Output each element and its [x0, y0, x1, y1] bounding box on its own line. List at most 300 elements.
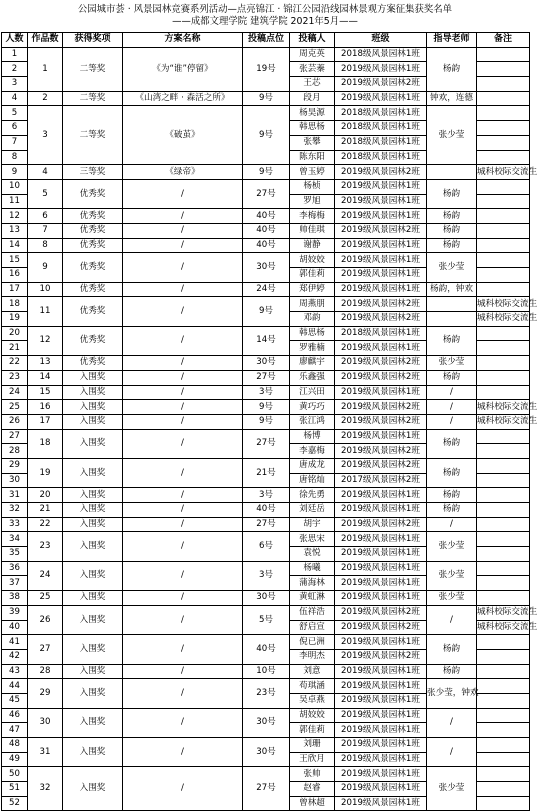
- row-scheme-name: /: [123, 370, 243, 385]
- row-count: 16: [2, 268, 28, 283]
- header-work-count: 作品数: [28, 33, 63, 48]
- row-class: 2019级风景园林2班: [335, 297, 427, 312]
- row-class: 2018级风景园林1班: [335, 326, 427, 341]
- row-author: 伍祥浩: [290, 605, 335, 620]
- row-award: 优秀奖: [63, 253, 123, 282]
- row-count: 17: [2, 282, 28, 297]
- row-remarks: [477, 488, 530, 503]
- row-advisor: 张少莹: [427, 253, 477, 282]
- row-remarks: [477, 356, 530, 371]
- row-work-count: 25: [28, 591, 63, 606]
- row-work-count: 2: [28, 91, 63, 106]
- row-advisor: 杨韵: [427, 664, 477, 679]
- header-class: 班级: [335, 33, 427, 48]
- row-author: 曾玉婷: [290, 165, 335, 180]
- row-work-count: 17: [28, 414, 63, 429]
- header-award: 获得奖项: [63, 33, 123, 48]
- row-award: 优秀奖: [63, 238, 123, 253]
- row-award: 优秀奖: [63, 209, 123, 224]
- row-site: 40号: [243, 209, 290, 224]
- row-scheme-name: /: [123, 503, 243, 518]
- table-header-row: [2, 33, 530, 48]
- row-advisor: 杨韵: [427, 635, 477, 664]
- row-scheme-name: /: [123, 400, 243, 415]
- table-row: [2, 282, 530, 297]
- row-award: 入围奖: [63, 414, 123, 429]
- row-award: 入围奖: [63, 605, 123, 634]
- row-award: 入围奖: [63, 738, 123, 767]
- row-author: 谢静: [290, 238, 335, 253]
- row-class: 2019级风景园林1班: [335, 782, 427, 797]
- row-remarks: [477, 91, 530, 106]
- row-class: 2019级风景园林2班: [335, 414, 427, 429]
- row-class: 2019级风景园林1班: [335, 679, 427, 694]
- row-class: 2018级风景园林1班: [335, 106, 427, 121]
- row-scheme-name: 《山湾之畔 · 森活之所》: [123, 91, 243, 106]
- row-scheme-name: /: [123, 297, 243, 326]
- table-row: [2, 458, 530, 473]
- row-class: 2019级风景园林2班: [335, 517, 427, 532]
- table-row: [2, 561, 530, 576]
- row-scheme-name: /: [123, 282, 243, 297]
- row-work-count: 27: [28, 635, 63, 664]
- row-award: 优秀奖: [63, 326, 123, 355]
- table-row: [2, 400, 530, 415]
- row-remarks: [477, 429, 530, 444]
- row-count: 33: [2, 517, 28, 532]
- row-author: 胡姣姣: [290, 708, 335, 723]
- row-count: 6: [2, 121, 28, 136]
- row-award: 入围奖: [63, 635, 123, 664]
- row-award: 入围奖: [63, 429, 123, 458]
- row-author: 郑伊婷: [290, 282, 335, 297]
- table-row: [2, 767, 530, 782]
- row-remarks: 城科校际交流生: [477, 312, 530, 327]
- row-scheme-name: /: [123, 767, 243, 811]
- row-count: 39: [2, 605, 28, 620]
- row-advisor: 杨韵: [427, 179, 477, 208]
- row-award: 二等奖: [63, 106, 123, 165]
- row-work-count: 18: [28, 429, 63, 458]
- table-row: [2, 532, 530, 547]
- row-work-count: 4: [28, 165, 63, 180]
- table-row: [2, 179, 530, 194]
- row-remarks: 城科校际交流生: [477, 165, 530, 180]
- row-remarks: [477, 649, 530, 664]
- table-row: [2, 326, 530, 341]
- row-scheme-name: /: [123, 635, 243, 664]
- table-row: [2, 385, 530, 400]
- row-advisor: 杨韵: [427, 223, 477, 238]
- row-work-count: 24: [28, 561, 63, 590]
- row-count: 32: [2, 503, 28, 518]
- row-advisor: 张少莹: [427, 532, 477, 561]
- row-scheme-name: /: [123, 253, 243, 282]
- row-class: 2019级风景园林1班: [335, 664, 427, 679]
- row-count: 4: [2, 91, 28, 106]
- row-class: 2019级风景园林2班: [335, 605, 427, 620]
- row-site: 30号: [243, 356, 290, 371]
- row-site: 14号: [243, 326, 290, 355]
- row-count: 5: [2, 106, 28, 121]
- row-advisor: [427, 297, 477, 312]
- row-scheme-name: /: [123, 738, 243, 767]
- row-work-count: 12: [28, 326, 63, 355]
- row-scheme-name: 《破茧》: [123, 106, 243, 165]
- row-remarks: [477, 238, 530, 253]
- row-advisor: 张少莹，钟欢: [427, 679, 477, 708]
- row-remarks: [477, 782, 530, 797]
- row-scheme-name: /: [123, 429, 243, 458]
- row-advisor: 张少莹: [427, 561, 477, 590]
- row-site: 9号: [243, 91, 290, 106]
- row-count: 14: [2, 238, 28, 253]
- row-site: 30号: [243, 591, 290, 606]
- row-scheme-name: 《绿帝》: [123, 165, 243, 180]
- row-site: 23号: [243, 679, 290, 708]
- row-count: 26: [2, 414, 28, 429]
- row-work-count: 16: [28, 400, 63, 415]
- row-class: 2019级风景园林1班: [335, 253, 427, 268]
- row-count: 15: [2, 253, 28, 268]
- row-author: 刘珊: [290, 738, 335, 753]
- row-count: 44: [2, 679, 28, 694]
- row-remarks: [477, 150, 530, 165]
- row-author: 黄巧巧: [290, 400, 335, 415]
- row-site: 21号: [243, 458, 290, 487]
- row-count: 51: [2, 782, 28, 797]
- row-remarks: [477, 693, 530, 708]
- row-scheme-name: /: [123, 708, 243, 737]
- row-class: 2018级风景园林1班: [335, 121, 427, 136]
- row-author: 苟琪涵: [290, 679, 335, 694]
- row-remarks: [477, 576, 530, 591]
- row-advisor: [427, 165, 477, 180]
- row-author: 帅佳琪: [290, 223, 335, 238]
- row-author: 张思宋: [290, 532, 335, 547]
- row-award: 入围奖: [63, 400, 123, 415]
- row-remarks: 城科校际交流生: [477, 400, 530, 415]
- row-site: 10号: [243, 664, 290, 679]
- header-author: 投稿人: [290, 33, 335, 48]
- table-row: [2, 429, 530, 444]
- award-table: [1, 32, 537, 811]
- row-author: 郭佳莉: [290, 268, 335, 283]
- row-advisor: /: [427, 385, 477, 400]
- document-header: [0, 0, 530, 28]
- row-remarks: [477, 223, 530, 238]
- row-advisor: 杨韵: [427, 429, 477, 458]
- row-class: 2018级风景园林1班: [335, 47, 427, 62]
- row-advisor: /: [427, 414, 477, 429]
- row-remarks: [477, 664, 530, 679]
- table-row: [2, 664, 530, 679]
- table-row: [2, 370, 530, 385]
- table-row: [2, 356, 530, 371]
- row-class: 2019级风景园林1班: [335, 576, 427, 591]
- row-remarks: [477, 194, 530, 209]
- row-site: 27号: [243, 767, 290, 811]
- row-site: 9号: [243, 165, 290, 180]
- table-row: [2, 106, 530, 121]
- row-award: 二等奖: [63, 91, 123, 106]
- row-author: 张江鸿: [290, 414, 335, 429]
- row-count: 10: [2, 179, 28, 194]
- row-class: 2019级风景园林1班: [335, 488, 427, 503]
- row-scheme-name: /: [123, 488, 243, 503]
- row-scheme-name: /: [123, 517, 243, 532]
- row-award: 入围奖: [63, 370, 123, 385]
- table-row: [2, 503, 530, 518]
- row-site: 27号: [243, 429, 290, 458]
- row-site: 27号: [243, 517, 290, 532]
- row-class: 2019级风景园林1班: [335, 752, 427, 767]
- row-author: 杨昊源: [290, 106, 335, 121]
- row-class: 2019级风景园林1班: [335, 635, 427, 650]
- row-remarks: [477, 253, 530, 268]
- row-class: 2019级风景园林2班: [335, 400, 427, 415]
- row-award: 优秀奖: [63, 356, 123, 371]
- row-scheme-name: /: [123, 238, 243, 253]
- row-site: 30号: [243, 708, 290, 737]
- table-row: [2, 635, 530, 650]
- row-count: 13: [2, 223, 28, 238]
- row-work-count: 13: [28, 356, 63, 371]
- row-award: 三等奖: [63, 165, 123, 180]
- row-advisor: 张少莹: [427, 767, 477, 811]
- row-author: 王芯: [290, 77, 335, 92]
- row-remarks: [477, 121, 530, 136]
- row-site: 6号: [243, 532, 290, 561]
- row-count: 49: [2, 752, 28, 767]
- row-work-count: 28: [28, 664, 63, 679]
- row-remarks: [477, 326, 530, 341]
- row-count: 40: [2, 620, 28, 635]
- row-author: 胡姣姣: [290, 253, 335, 268]
- row-class: 2019级风景园林1班: [335, 693, 427, 708]
- row-remarks: [477, 341, 530, 356]
- row-work-count: 30: [28, 708, 63, 737]
- row-class: 2018级风景园林1班: [335, 135, 427, 150]
- row-advisor: /: [427, 400, 477, 415]
- row-advisor: 杨韵: [427, 47, 477, 91]
- row-advisor: 杨韵: [427, 209, 477, 224]
- row-remarks: [477, 473, 530, 488]
- table-row: [2, 591, 530, 606]
- row-class: 2019级风景园林1班: [335, 268, 427, 283]
- row-scheme-name: /: [123, 561, 243, 590]
- row-advisor: 杨韵: [427, 370, 477, 385]
- row-count: 22: [2, 356, 28, 371]
- row-site: 19号: [243, 47, 290, 91]
- row-count: 24: [2, 385, 28, 400]
- row-advisor: 杨韵，钟欢: [427, 282, 477, 297]
- row-class: 2019级风景园林1班: [335, 385, 427, 400]
- row-site: 3号: [243, 561, 290, 590]
- row-count: 18: [2, 297, 28, 312]
- row-class: 2019级风景园林1班: [335, 341, 427, 356]
- row-count: 27: [2, 429, 28, 444]
- table-row: [2, 517, 530, 532]
- row-author: 王欣月: [290, 752, 335, 767]
- row-advisor: 钟欢，连德: [427, 91, 477, 106]
- table-row: [2, 708, 530, 723]
- row-advisor: 杨韵: [427, 326, 477, 355]
- row-work-count: 7: [28, 223, 63, 238]
- document-title: 公园城市荟 · 风景园林竞赛系列活动—点亮锦江 · 锦江公园沿线园林景观方案征集获奖名单: [77, 4, 453, 15]
- row-author: 刘意: [290, 664, 335, 679]
- row-advisor: 杨韵: [427, 488, 477, 503]
- row-class: 2019级风景园林1班: [335, 723, 427, 738]
- row-class: 2019级风景园林1班: [335, 282, 427, 297]
- row-count: 41: [2, 635, 28, 650]
- row-work-count: 11: [28, 297, 63, 326]
- row-author: 陈东阳: [290, 150, 335, 165]
- row-remarks: 城科校际交流生: [477, 414, 530, 429]
- table-row: [2, 679, 530, 694]
- row-author: 张帅: [290, 767, 335, 782]
- row-count: 23: [2, 370, 28, 385]
- row-award: 入围奖: [63, 767, 123, 811]
- row-scheme-name: /: [123, 679, 243, 708]
- row-scheme-name: /: [123, 664, 243, 679]
- row-author: 杨桢: [290, 179, 335, 194]
- row-work-count: 1: [28, 47, 63, 91]
- row-remarks: 城科校际交流生: [477, 297, 530, 312]
- row-remarks: [477, 458, 530, 473]
- row-remarks: [477, 752, 530, 767]
- row-class: 2019级风景园林2班: [335, 223, 427, 238]
- header-scheme-name: 方案名称: [123, 33, 243, 48]
- row-author: 曾林超: [290, 796, 335, 811]
- row-award: 入围奖: [63, 488, 123, 503]
- row-remarks: [477, 561, 530, 576]
- row-site: 9号: [243, 106, 290, 165]
- row-site: 5号: [243, 605, 290, 634]
- row-class: 2019级风景园林1班: [335, 62, 427, 77]
- row-work-count: 9: [28, 253, 63, 282]
- row-remarks: [477, 517, 530, 532]
- table-row: [2, 253, 530, 268]
- row-remarks: [477, 106, 530, 121]
- row-class: 2019级风景园林2班: [335, 370, 427, 385]
- row-scheme-name: /: [123, 605, 243, 634]
- row-count: 52: [2, 796, 28, 811]
- row-count: 47: [2, 723, 28, 738]
- row-remarks: [477, 179, 530, 194]
- row-author: 周克英: [290, 47, 335, 62]
- row-author: 乐鑫强: [290, 370, 335, 385]
- row-scheme-name: /: [123, 326, 243, 355]
- table-row: [2, 209, 530, 224]
- row-author: 罗雅楠: [290, 341, 335, 356]
- row-site: 3号: [243, 385, 290, 400]
- row-author: 唐铭灿: [290, 473, 335, 488]
- row-class: 2019级风景园林2班: [335, 620, 427, 635]
- row-work-count: 6: [28, 209, 63, 224]
- row-count: 31: [2, 488, 28, 503]
- row-advisor: 张少莹: [427, 356, 477, 371]
- row-work-count: 10: [28, 282, 63, 297]
- row-remarks: [477, 77, 530, 92]
- row-award: 优秀奖: [63, 179, 123, 208]
- row-class: 2019级风景园林2班: [335, 649, 427, 664]
- row-scheme-name: /: [123, 179, 243, 208]
- row-site: 9号: [243, 400, 290, 415]
- row-count: 1: [2, 47, 28, 62]
- row-remarks: [477, 767, 530, 782]
- row-site: 30号: [243, 253, 290, 282]
- row-class: 2019级风景园林2班: [335, 312, 427, 327]
- row-count: 35: [2, 547, 28, 562]
- row-award: 入围奖: [63, 517, 123, 532]
- row-count: 21: [2, 341, 28, 356]
- row-site: 9号: [243, 414, 290, 429]
- row-remarks: 城科校际交流生: [477, 620, 530, 635]
- row-author: 李嘉梅: [290, 444, 335, 459]
- row-author: 胡宇: [290, 517, 335, 532]
- row-remarks: [477, 708, 530, 723]
- row-author: 郭佳莉: [290, 723, 335, 738]
- row-work-count: 29: [28, 679, 63, 708]
- row-remarks: [477, 444, 530, 459]
- row-count: 9: [2, 165, 28, 180]
- row-author: 韩思杨: [290, 121, 335, 136]
- row-work-count: 23: [28, 532, 63, 561]
- row-remarks: [477, 796, 530, 811]
- row-work-count: 20: [28, 488, 63, 503]
- row-remarks: [477, 679, 530, 694]
- row-remarks: [477, 370, 530, 385]
- row-award: 入围奖: [63, 679, 123, 708]
- header-count: 人数: [2, 33, 28, 48]
- row-author: 吴卓燕: [290, 693, 335, 708]
- row-author: 蒲海林: [290, 576, 335, 591]
- row-advisor: 张少莹: [427, 106, 477, 165]
- table-row: [2, 91, 530, 106]
- row-remarks: [477, 532, 530, 547]
- row-class: 2019级风景园林1班: [335, 209, 427, 224]
- row-award: 优秀奖: [63, 223, 123, 238]
- row-remarks: [477, 723, 530, 738]
- row-class: 2018级风景园林1班: [335, 150, 427, 165]
- row-count: 37: [2, 576, 28, 591]
- row-count: 11: [2, 194, 28, 209]
- table-row: [2, 488, 530, 503]
- row-author: 唐成龙: [290, 458, 335, 473]
- table-row: [2, 47, 530, 62]
- table-row: [2, 238, 530, 253]
- row-advisor: /: [427, 708, 477, 737]
- row-author: 刘廷岳: [290, 503, 335, 518]
- row-count: 29: [2, 458, 28, 473]
- row-class: 2019级风景园林1班: [335, 429, 427, 444]
- row-author: 袁悦: [290, 547, 335, 562]
- row-author: 杨曦: [290, 561, 335, 576]
- row-advisor: 杨韵: [427, 238, 477, 253]
- row-site: 24号: [243, 282, 290, 297]
- row-scheme-name: /: [123, 385, 243, 400]
- row-site: 27号: [243, 179, 290, 208]
- row-advisor: /: [427, 517, 477, 532]
- row-work-count: 5: [28, 179, 63, 208]
- row-class: 2019级风景园林2班: [335, 77, 427, 92]
- row-remarks: [477, 62, 530, 77]
- row-count: 46: [2, 708, 28, 723]
- row-scheme-name: /: [123, 458, 243, 487]
- row-work-count: 32: [28, 767, 63, 811]
- document-subtitle: ——成都文理学院 建筑学院 2021年5月——: [172, 16, 358, 27]
